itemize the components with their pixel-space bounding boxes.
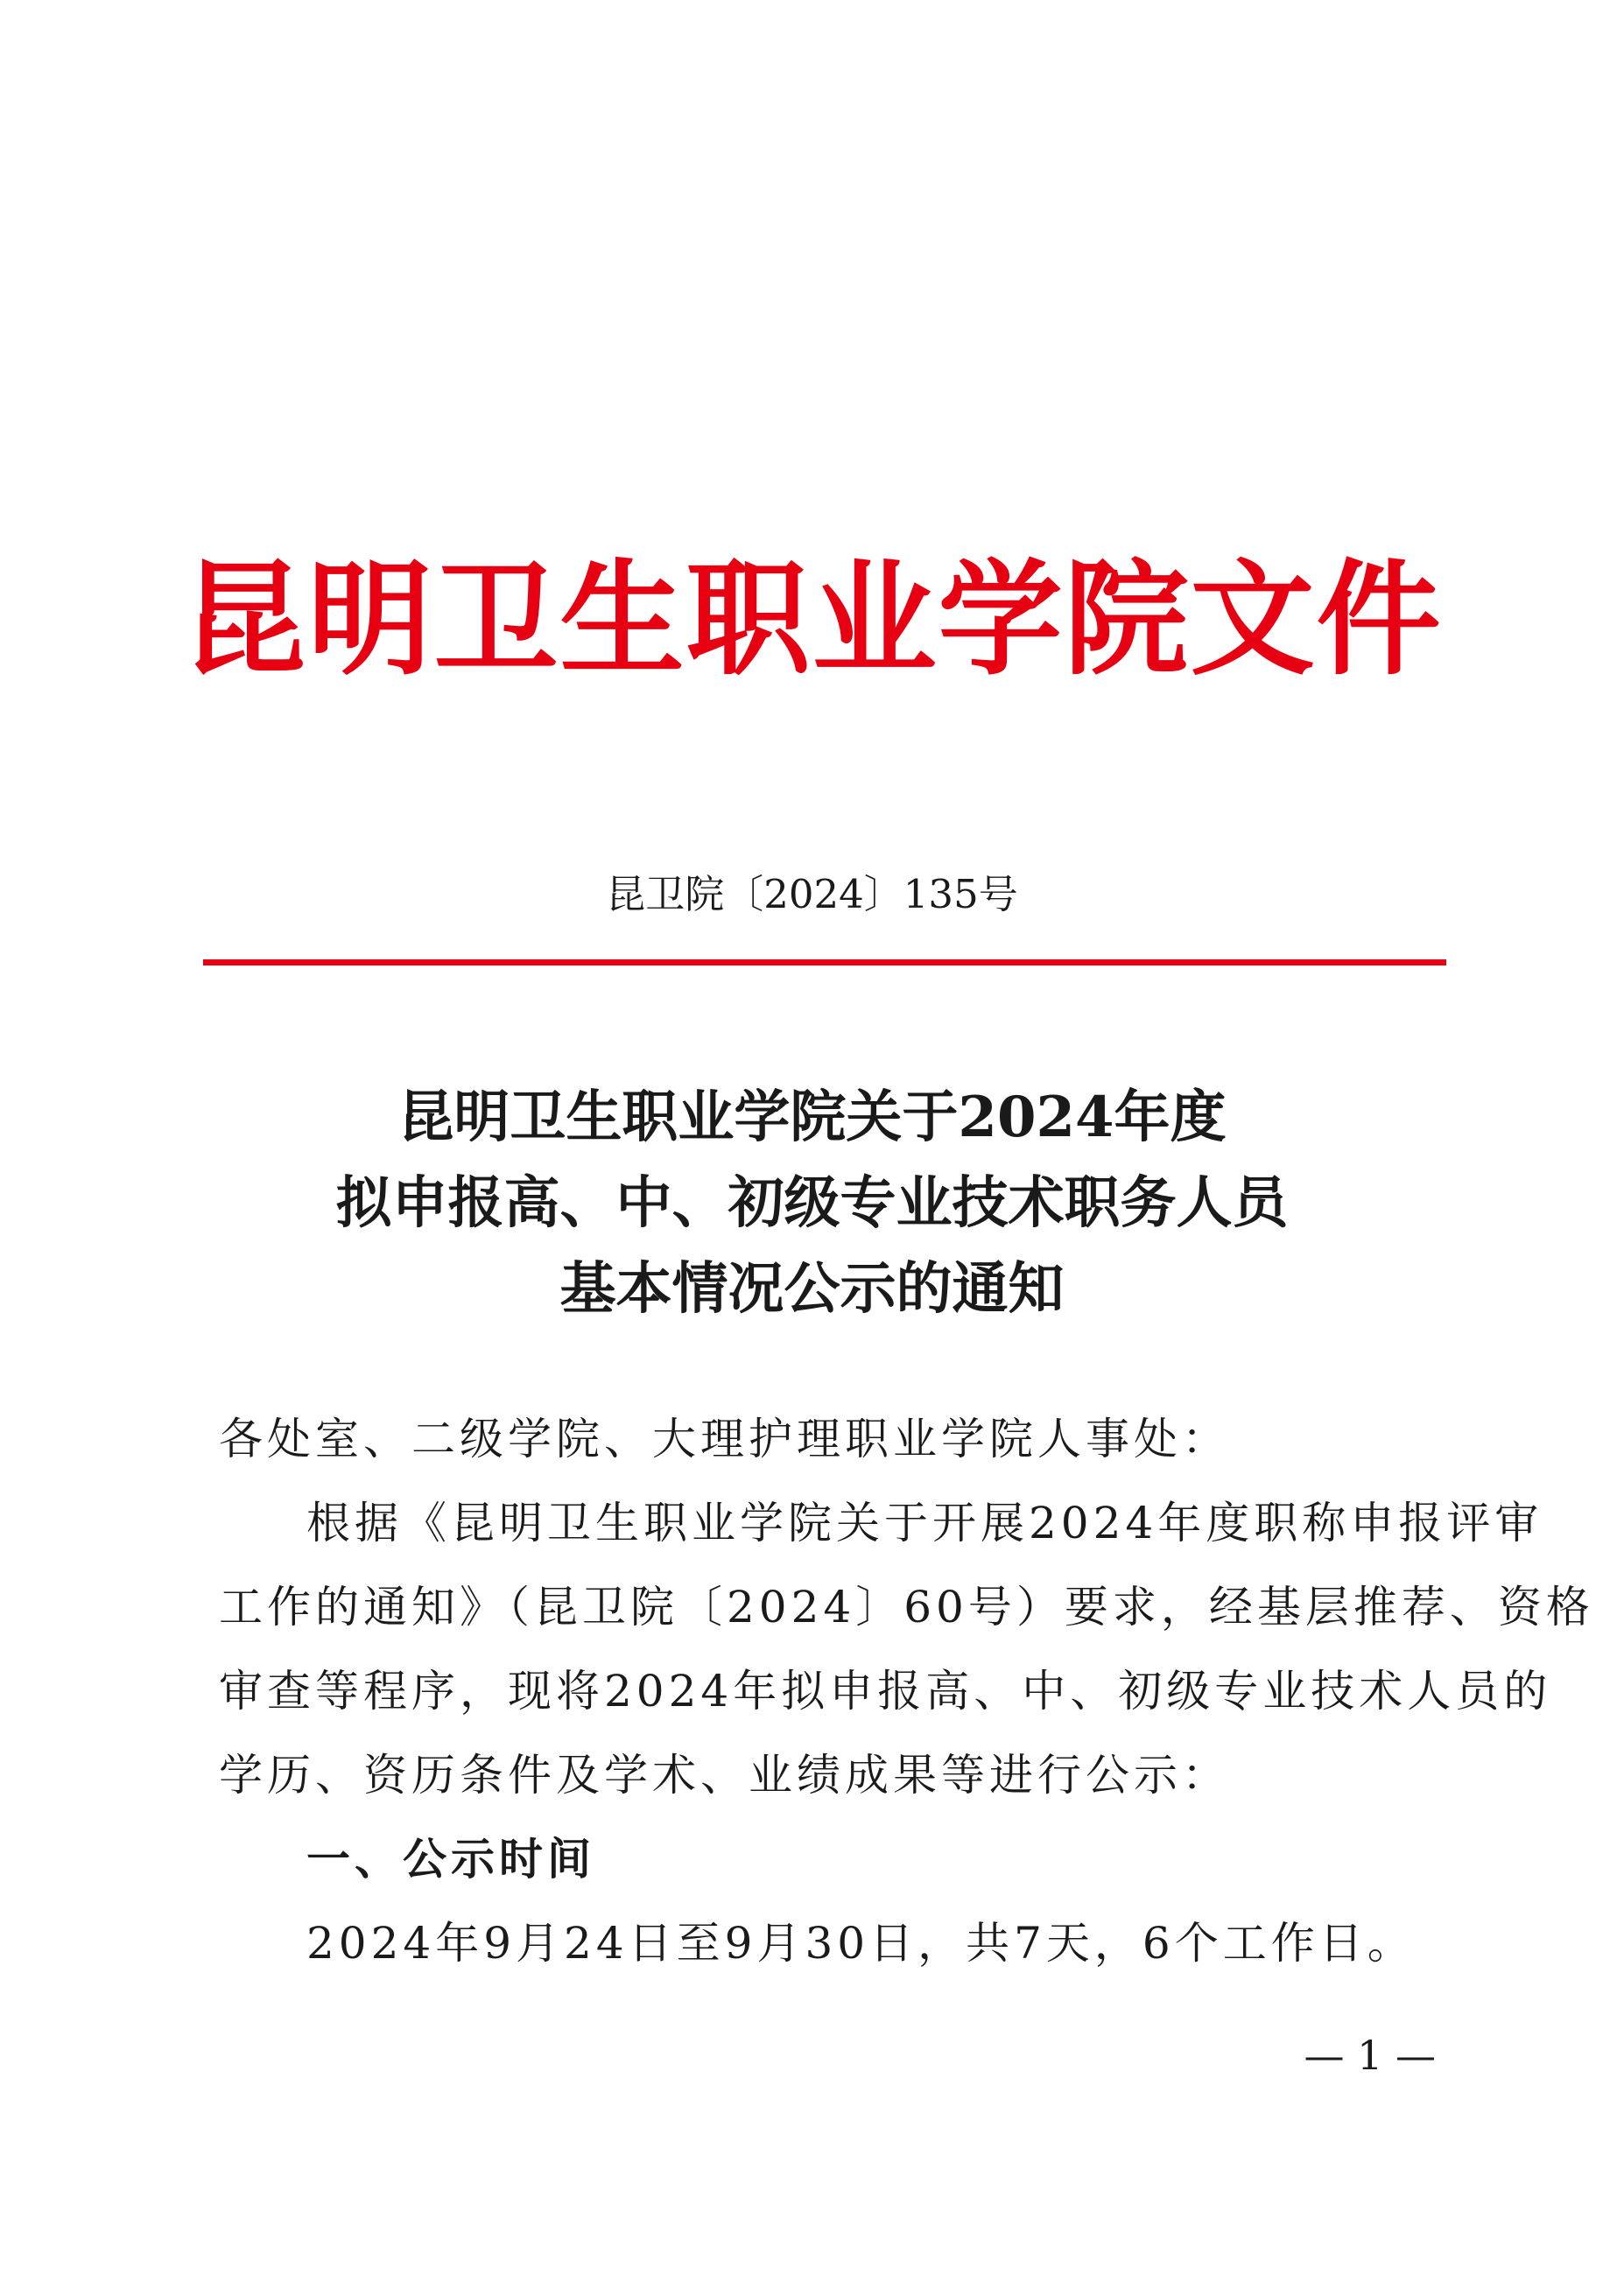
title-line-2: 拟申报高、中、初级专业技术职务人员 <box>335 1170 1289 1236</box>
paragraph-line: 工作的通知》（昆卫院〔2024〕60号）要求，经基层推荐、资格 <box>219 1582 1594 1632</box>
masthead-title: 昆明卫生职业学院文件 <box>181 547 1443 692</box>
document-number: 昆卫院〔2024〕135号 <box>606 871 1018 917</box>
title-line-3: 基本情况公示的通知 <box>559 1256 1065 1322</box>
document-body <box>219 1397 1594 1985</box>
document-title <box>0 1075 1624 1332</box>
page-number: — 1 — <box>1304 2032 1436 2079</box>
paragraph-line: 根据《昆明卫生职业学院关于开展2024年度职称申报评审 <box>306 1498 1543 1548</box>
red-divider-line <box>203 959 1446 965</box>
title-line-1: 昆明卫生职业学院关于2024年度 <box>397 1085 1227 1150</box>
paragraph-line: 学历、资历条件及学术、业绩成果等进行公示： <box>219 1750 1230 1801</box>
section-text: 2024年9月24日至9月30日，共7天，6个工作日。 <box>306 1918 1416 1969</box>
paragraph-line: 审查等程序，现将2024年拟申报高、中、初级专业技术人员的 <box>219 1666 1552 1717</box>
recipients-line: 各处室、二级学院、大理护理职业学院人事处： <box>219 1414 1230 1464</box>
section-heading: 一、公示时间 <box>306 1834 595 1885</box>
